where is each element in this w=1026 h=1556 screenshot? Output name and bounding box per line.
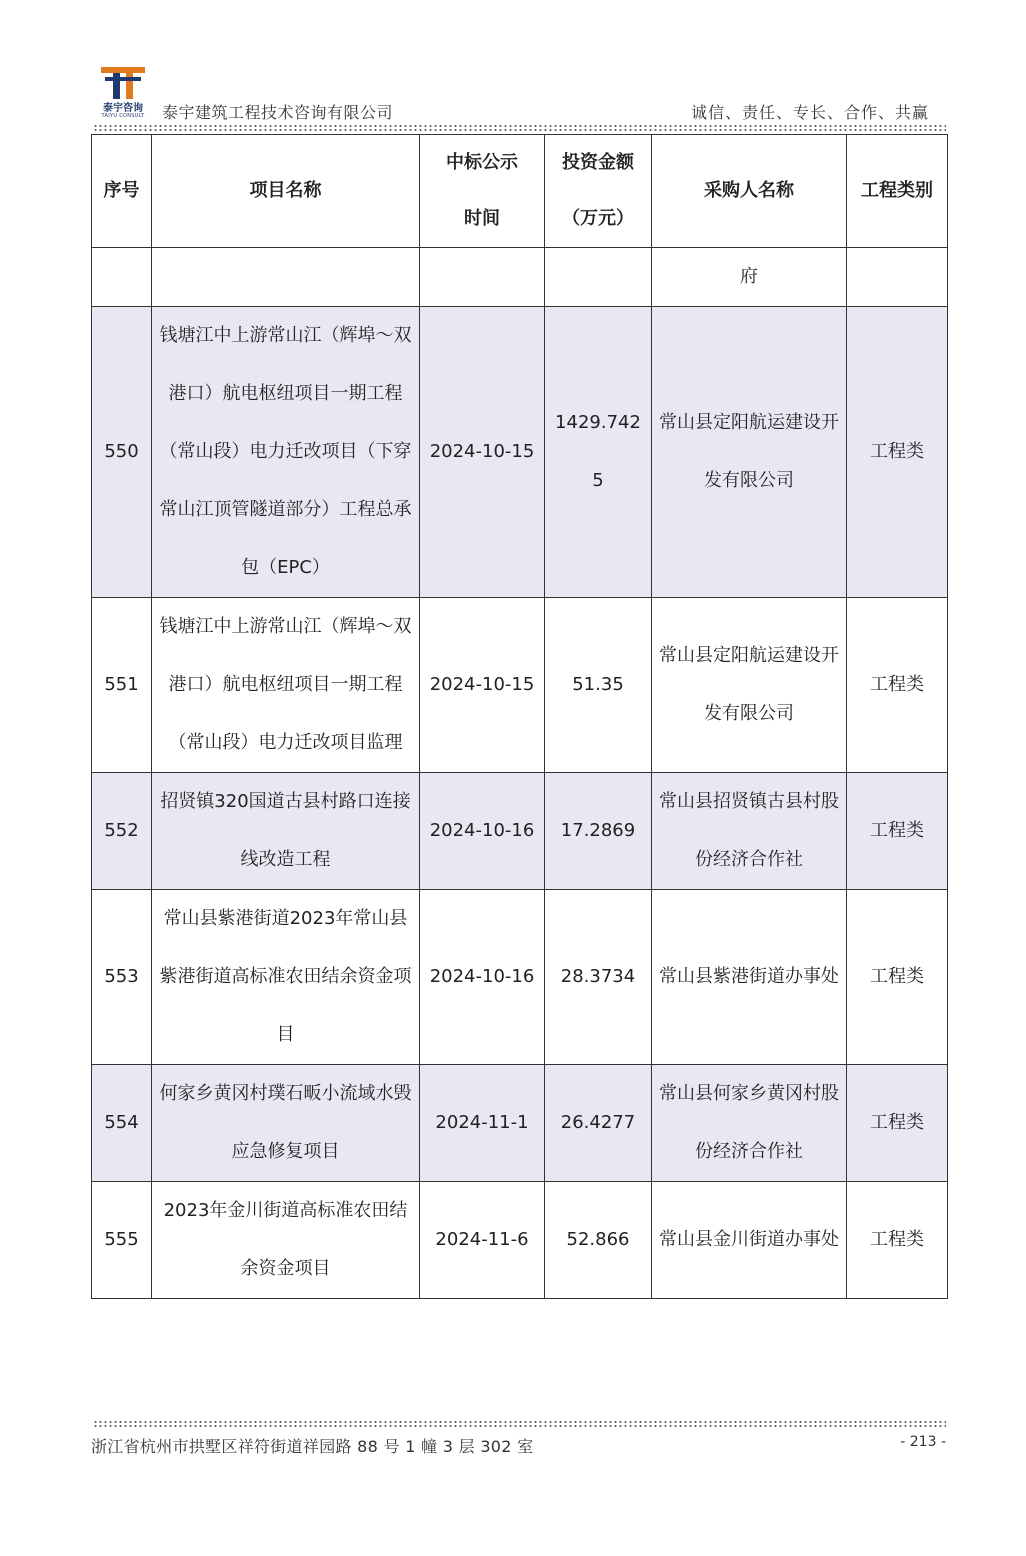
cell-category: 工程类 bbox=[847, 307, 948, 598]
cell-amount: 28.3734 bbox=[545, 890, 652, 1065]
company-slogan: 诚信、责任、专长、合作、共赢 bbox=[690, 103, 929, 122]
header-project-name: 项目名称 bbox=[152, 135, 420, 248]
company-name: 泰宇建筑工程技术咨询有限公司 bbox=[162, 103, 394, 122]
header-award-date-line2: 时间 bbox=[464, 208, 500, 229]
cell-date: 2024-10-16 bbox=[420, 890, 545, 1065]
logo-text: 泰宇咨询 bbox=[103, 103, 143, 114]
cell-amount: 26.4277 bbox=[545, 1065, 652, 1182]
cell-date: 2024-10-16 bbox=[420, 773, 545, 890]
header-index: 序号 bbox=[92, 135, 152, 248]
project-table bbox=[91, 134, 948, 1299]
header-award-date bbox=[420, 135, 545, 248]
cell-index: 552 bbox=[92, 773, 152, 890]
cell-date bbox=[420, 248, 545, 307]
cell-buyer: 常山县招贤镇古县村股份经济合作社 bbox=[652, 773, 847, 890]
header-category: 工程类别 bbox=[847, 135, 948, 248]
page-number: - 213 - bbox=[900, 1434, 946, 1450]
table-row bbox=[92, 598, 948, 773]
logo-mark-icon bbox=[93, 63, 153, 103]
cell-index: 554 bbox=[92, 1065, 152, 1182]
cell-buyer: 常山县定阳航运建设开发有限公司 bbox=[652, 307, 847, 598]
cell-category: 工程类 bbox=[847, 890, 948, 1065]
cell-name: 常山县紫港街道2023年常山县紫港街道高标准农田结余资金项目 bbox=[152, 890, 420, 1065]
cell-date: 2024-10-15 bbox=[420, 598, 545, 773]
cell-buyer: 常山县定阳航运建设开发有限公司 bbox=[652, 598, 847, 773]
cell-category: 工程类 bbox=[847, 1065, 948, 1182]
header-divider bbox=[93, 124, 946, 132]
table-row-continuation bbox=[92, 248, 948, 307]
cell-buyer: 府 bbox=[652, 248, 847, 307]
cell-index: 550 bbox=[92, 307, 152, 598]
cell-date: 2024-10-15 bbox=[420, 307, 545, 598]
table-row bbox=[92, 307, 948, 598]
company-logo bbox=[93, 63, 153, 117]
cell-name: 招贤镇320国道古县村路口连接线改造工程 bbox=[152, 773, 420, 890]
cell-buyer: 常山县紫港街道办事处 bbox=[652, 890, 847, 1065]
cell-buyer: 常山县金川街道办事处 bbox=[652, 1182, 847, 1299]
cell-category bbox=[847, 248, 948, 307]
cell-category: 工程类 bbox=[847, 598, 948, 773]
cell-amount bbox=[545, 248, 652, 307]
cell-name: 钱塘江中上游常山江（辉埠～双港口）航电枢纽项目一期工程（常山段）电力迁改项目监理 bbox=[152, 598, 420, 773]
header-amount-line1: 投资金额 bbox=[562, 152, 634, 173]
footer-address: 浙江省杭州市拱墅区祥符街道祥园路 88 号 1 幢 3 层 302 室 bbox=[91, 1437, 534, 1456]
table-row bbox=[92, 773, 948, 890]
header-amount bbox=[545, 135, 652, 248]
cell-amount: 17.2869 bbox=[545, 773, 652, 890]
cell-name: 何家乡黄冈村璞石畈小流域水毁应急修复项目 bbox=[152, 1065, 420, 1182]
table-row bbox=[92, 1182, 948, 1299]
cell-name bbox=[152, 248, 420, 307]
cell-index bbox=[92, 248, 152, 307]
cell-category: 工程类 bbox=[847, 1182, 948, 1299]
cell-index: 553 bbox=[92, 890, 152, 1065]
cell-name: 钱塘江中上游常山江（辉埠～双港口）航电枢纽项目一期工程（常山段）电力迁改项目（下穿常山江顶管隧道部分）工程总承包（EPC） bbox=[152, 307, 420, 598]
cell-index: 551 bbox=[92, 598, 152, 773]
table-row bbox=[92, 890, 948, 1065]
footer-divider bbox=[93, 1420, 946, 1428]
header-award-date-line1: 中标公示 bbox=[446, 152, 518, 173]
cell-amount: 1429.7425 bbox=[545, 307, 652, 598]
cell-buyer: 常山县何家乡黄冈村股份经济合作社 bbox=[652, 1065, 847, 1182]
cell-category: 工程类 bbox=[847, 773, 948, 890]
cell-date: 2024-11-6 bbox=[420, 1182, 545, 1299]
header-amount-line2: （万元） bbox=[562, 208, 634, 229]
cell-name: 2023年金川街道高标准农田结余资金项目 bbox=[152, 1182, 420, 1299]
logo-subtext: TAIYU CONSULT bbox=[101, 113, 145, 119]
header-buyer: 采购人名称 bbox=[652, 135, 847, 248]
table-header-row bbox=[92, 135, 948, 248]
cell-amount: 51.35 bbox=[545, 598, 652, 773]
table-row bbox=[92, 1065, 948, 1182]
cell-amount: 52.866 bbox=[545, 1182, 652, 1299]
cell-date: 2024-11-1 bbox=[420, 1065, 545, 1182]
cell-index: 555 bbox=[92, 1182, 152, 1299]
